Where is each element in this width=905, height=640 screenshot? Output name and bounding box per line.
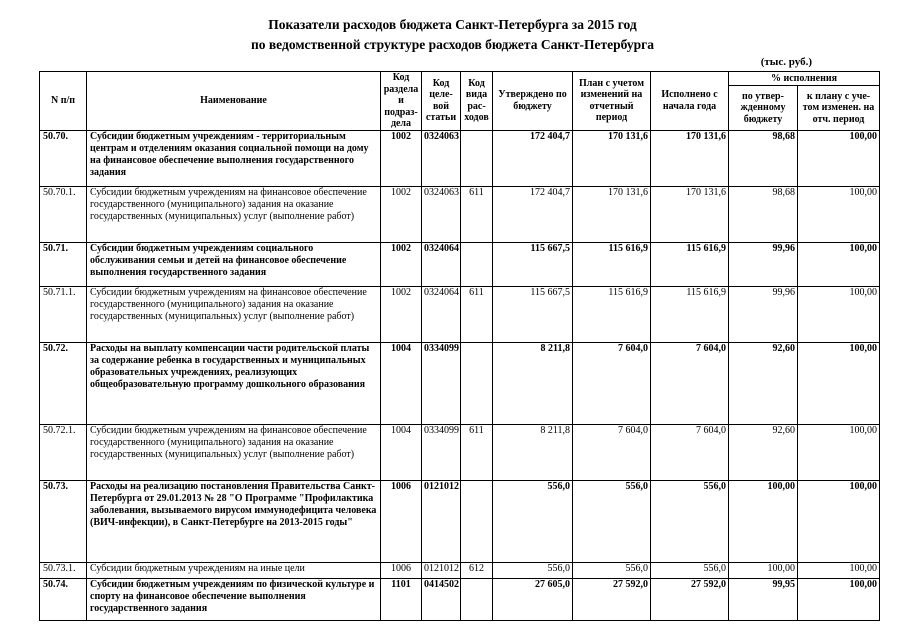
row-article-code: 0414502	[422, 578, 461, 620]
table-row	[40, 286, 880, 342]
row-name: Субсидии бюджетным учреждениям на финансовое обеспечение государственного (муниципального) задания на оказание государственных (муниципальных) услуг (выполнение работ)	[87, 186, 381, 242]
row-name: Субсидии бюджетным учреждениям по физической культуре и спорту на финансовое обеспечение выполнения государственного задания	[87, 578, 381, 620]
row-name: Расходы на выплату компенсации части родительской платы за содержание ребенка в государственных и муниципальных образовательных учреждениях, реализующих общеобразовательную программу дошкольного образования	[87, 342, 381, 424]
row-exp-type-code	[461, 242, 493, 286]
row-plan: 7 604,0	[573, 424, 651, 480]
row-section-code: 1002	[381, 186, 422, 242]
row-pct-approved: 98,68	[729, 130, 798, 186]
row-section-code: 1002	[381, 130, 422, 186]
col-header-num: N п/п	[40, 72, 87, 131]
table-row	[40, 130, 880, 186]
row-pct-plan: 100,00	[798, 130, 880, 186]
row-pct-plan: 100,00	[798, 286, 880, 342]
row-plan: 556,0	[573, 480, 651, 562]
row-section-code: 1004	[381, 424, 422, 480]
row-executed: 7 604,0	[651, 342, 729, 424]
row-number: 50.73.1.	[40, 562, 87, 578]
row-pct-plan: 100,00	[798, 480, 880, 562]
row-section-code: 1006	[381, 480, 422, 562]
col-header-pct-approved: по утвер-жденному бюджету	[729, 86, 798, 130]
row-executed: 115 616,9	[651, 242, 729, 286]
row-approved: 115 667,5	[493, 242, 573, 286]
row-pct-approved: 92,60	[729, 424, 798, 480]
row-approved: 27 605,0	[493, 578, 573, 620]
row-article-code: 0334099	[422, 424, 461, 480]
row-name: Субсидии бюджетным учреждениям социального обслуживания семьи и детей на финансовое обеспечение выполнения государственного задания	[87, 242, 381, 286]
col-header-executed: Исполнено с начала года	[651, 72, 729, 131]
row-pct-approved: 100,00	[729, 562, 798, 578]
table-row	[40, 242, 880, 286]
row-pct-plan: 100,00	[798, 424, 880, 480]
expenditure-table	[39, 71, 880, 621]
table-row	[40, 578, 880, 620]
row-approved: 8 211,8	[493, 424, 573, 480]
row-article-code: 0324064	[422, 242, 461, 286]
col-header-pct-group: % исполнения	[729, 72, 880, 86]
row-name: Субсидии бюджетным учреждениям на финансовое обеспечение государственного (муниципального) задания на оказание государственных (муниципальных) услуг (выполнение работ)	[87, 286, 381, 342]
row-pct-approved: 99,96	[729, 286, 798, 342]
table-row	[40, 480, 880, 562]
table-body	[40, 130, 880, 620]
col-header-section: Код раздела и подраз-дела	[381, 72, 422, 131]
col-header-approved: Утверждено по бюджету	[493, 72, 573, 131]
table-row	[40, 562, 880, 578]
row-section-code: 1002	[381, 242, 422, 286]
row-plan: 115 616,9	[573, 286, 651, 342]
report-title-line1: Показатели расходов бюджета Санкт-Петербурга за 2015 год	[268, 17, 637, 32]
row-pct-plan: 100,00	[798, 342, 880, 424]
row-pct-plan: 100,00	[798, 578, 880, 620]
row-plan: 115 616,9	[573, 242, 651, 286]
row-approved: 8 211,8	[493, 342, 573, 424]
row-exp-type-code: 611	[461, 286, 493, 342]
row-article-code: 0324064	[422, 286, 461, 342]
row-number: 50.70.	[40, 130, 87, 186]
row-number: 50.72.	[40, 342, 87, 424]
row-exp-type-code	[461, 130, 493, 186]
col-header-article: Код целе-вой статьи	[422, 72, 461, 131]
row-executed: 7 604,0	[651, 424, 729, 480]
row-number: 50.74.	[40, 578, 87, 620]
table-row	[40, 424, 880, 480]
row-exp-type-code: 611	[461, 186, 493, 242]
units-label: (тыс. руб.)	[760, 56, 812, 68]
row-plan: 170 131,6	[573, 186, 651, 242]
row-executed: 170 131,6	[651, 130, 729, 186]
col-header-name: Наименование	[87, 72, 381, 131]
row-plan: 27 592,0	[573, 578, 651, 620]
row-name: Субсидии бюджетным учреждениям - территориальным центрам и отделениям оказания социальной помощи на дому на финансовое обеспечение выполнения государственного задания	[87, 130, 381, 186]
row-executed: 556,0	[651, 562, 729, 578]
row-article-code: 0334099	[422, 342, 461, 424]
row-approved: 556,0	[493, 480, 573, 562]
row-name: Расходы на реализацию постановления Правительства Санкт-Петербурга от 29.01.2013 № 28 "О Программе "Профилактика заболевания, вызываемого вирусом иммунодефицита человека (ВИЧ-инфекции), в Санкт-Петербурге на 2013-2015 годы"	[87, 480, 381, 562]
row-exp-type-code	[461, 578, 493, 620]
row-section-code: 1004	[381, 342, 422, 424]
row-plan: 170 131,6	[573, 130, 651, 186]
report-title-line2: по ведомственной структуре расходов бюджета Санкт-Петербурга	[250, 37, 655, 52]
row-executed: 170 131,6	[651, 186, 729, 242]
row-pct-plan: 100,00	[798, 186, 880, 242]
row-number: 50.71.1.	[40, 286, 87, 342]
row-pct-approved: 98,68	[729, 186, 798, 242]
row-pct-plan: 100,00	[798, 242, 880, 286]
row-approved: 556,0	[493, 562, 573, 578]
row-name: Субсидии бюджетным учреждениям на финансовое обеспечение государственного (муниципального) задания на оказание государственных (муниципальных) услуг (выполнение работ)	[87, 424, 381, 480]
row-plan: 7 604,0	[573, 342, 651, 424]
col-header-pct-plan: к плану с уче-том изменен. на отч. период	[798, 86, 880, 130]
row-name: Субсидии бюджетным учреждениям на иные цели	[87, 562, 381, 578]
table-row	[40, 342, 880, 424]
row-executed: 556,0	[651, 480, 729, 562]
row-exp-type-code	[461, 342, 493, 424]
row-pct-approved: 92,60	[729, 342, 798, 424]
row-article-code: 0324063	[422, 130, 461, 186]
row-section-code: 1002	[381, 286, 422, 342]
row-number: 50.72.1.	[40, 424, 87, 480]
row-approved: 115 667,5	[493, 286, 573, 342]
row-number: 50.73.	[40, 480, 87, 562]
row-approved: 172 404,7	[493, 130, 573, 186]
row-approved: 172 404,7	[493, 186, 573, 242]
row-number: 50.70.1.	[40, 186, 87, 242]
col-header-plan: План с учетом изменений на отчетный период	[573, 72, 651, 131]
row-article-code: 0121012	[422, 480, 461, 562]
row-pct-approved: 100,00	[729, 480, 798, 562]
row-article-code: 0324063	[422, 186, 461, 242]
row-pct-approved: 99,96	[729, 242, 798, 286]
row-article-code: 0121012	[422, 562, 461, 578]
row-exp-type-code: 611	[461, 424, 493, 480]
col-header-exp-type: Код вида рас-ходов	[461, 72, 493, 131]
row-plan: 556,0	[573, 562, 651, 578]
row-number: 50.71.	[40, 242, 87, 286]
row-section-code: 1101	[381, 578, 422, 620]
row-exp-type-code	[461, 480, 493, 562]
row-executed: 27 592,0	[651, 578, 729, 620]
row-pct-plan: 100,00	[798, 562, 880, 578]
row-pct-approved: 99,95	[729, 578, 798, 620]
row-exp-type-code: 612	[461, 562, 493, 578]
row-executed: 115 616,9	[651, 286, 729, 342]
row-section-code: 1006	[381, 562, 422, 578]
table-row	[40, 186, 880, 242]
